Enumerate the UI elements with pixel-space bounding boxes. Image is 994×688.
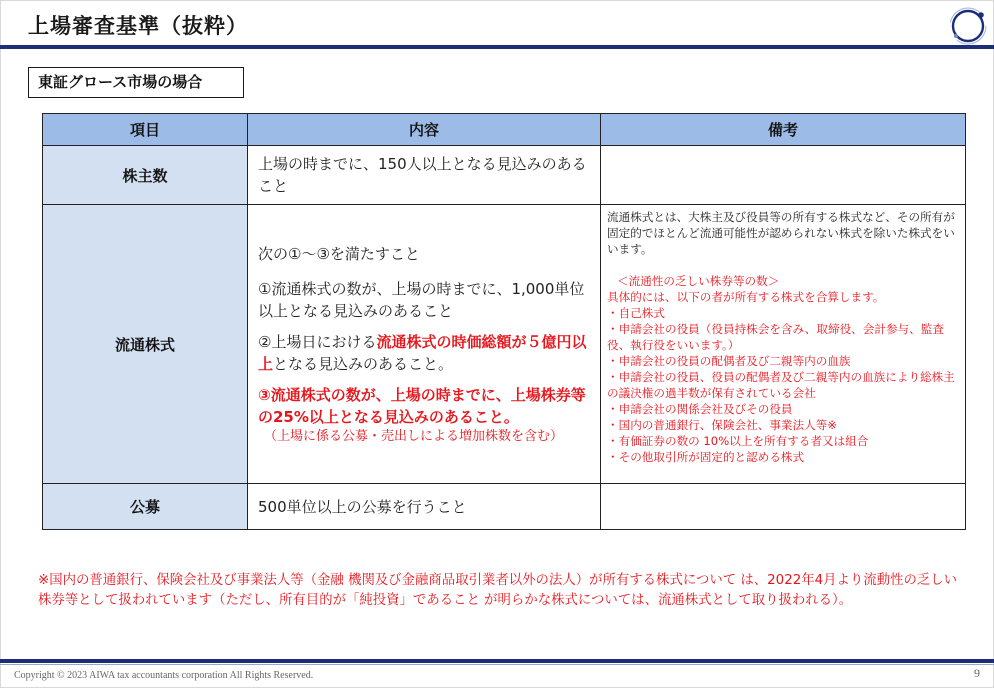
content-intro: 次の①～③を満たすこと	[258, 245, 420, 263]
title-rule	[0, 45, 994, 49]
note-bullet: ・申請会社の役員（役員持株会を含み、取締役、会計参与、監査役、執行役をいいます。）	[607, 322, 944, 352]
row-item-shareholders: 株主数	[43, 146, 248, 205]
row-content-tradable-shares	[248, 205, 601, 484]
footnote: ※国内の普通銀行、保険会社及び事業法人等（金融 機関及び金融商品取引業者以外の法人）が所有する株式について は、2022年4月より流動性の乏しい株券等として扱われています（ただし、所有目的が「純投資」であること が明らかな株式については、流通株式として取り扱われる）。	[38, 573, 958, 608]
row-note-shareholders	[601, 146, 966, 205]
note-bullet: ・申請会社の役員の配偶者及び二親等内の血族	[607, 354, 851, 368]
condition-2-pre: ②上場日における	[258, 333, 377, 351]
footer-rule	[0, 659, 994, 663]
row-item-tradable-shares: 流通株式	[43, 205, 248, 484]
note-bullet: ・申請会社の関係会社及びその役員	[607, 402, 793, 416]
note-bullet: ・申請会社の役員、役員の配偶者及び二親等内の血族により総株主の議決権の過半数が保有されている会社	[607, 370, 955, 400]
note-bullet: ・有価証券の数の 10%以上を所有する者又は組合	[607, 434, 869, 448]
header-content: 内容	[248, 114, 601, 146]
header-note: 備考	[601, 114, 966, 146]
row-content-public-offering: 500単位以上の公募を行うこと	[248, 484, 601, 530]
table-row	[43, 484, 966, 530]
note-definition: 流通株式とは、大株主及び役員等の所有する株式など、その所有が固定的でほとんど流通可能性が認められない株式を除いた株式をいいます。	[607, 210, 955, 256]
footer-thin-rule	[0, 664, 994, 665]
content-condition-3: ③流通株式の数が、上場の時までに、上場株券等の25%以上となる見込みのあること。	[258, 386, 586, 426]
table-header-row	[43, 114, 966, 146]
content-condition-1: ①流通株式の数が、上場の時までに、1,000単位以上となる見込みのあること	[258, 280, 585, 320]
aiwa-circle-logo-icon	[948, 6, 988, 46]
condition-2-highlight: 流通株式の時価総額が５億円以上	[258, 333, 587, 373]
page-number: 9	[974, 666, 980, 680]
table-row	[43, 146, 966, 205]
copyright: Copyright © 2023 AIWA tax accountants corporation All Rights Reserved.	[14, 670, 314, 681]
page-title: 上場審査基準（抜粋）	[28, 14, 248, 38]
listing-criteria-table	[42, 113, 966, 530]
section-subtitle: 東証グロース市場の場合	[28, 67, 244, 98]
row-content-shareholders: 上場の時までに、150人以上となる見込みのあること	[248, 146, 601, 205]
note-bullet: ・その他取引所が固定的と認める株式	[607, 450, 805, 464]
content-condition-2	[258, 331, 590, 375]
note-lead: 具体的には、以下の者が所有する株式を合算します。	[607, 290, 885, 304]
row-note-public-offering	[601, 484, 966, 530]
note-bullet: ・自己株式	[607, 306, 665, 320]
table-row	[43, 205, 966, 484]
row-note-tradable-shares	[601, 205, 966, 484]
header-item: 項目	[43, 114, 248, 146]
content-condition-3-sub: （上場に係る公募・売出しによる増加株数を含む）	[264, 429, 564, 444]
note-bullet: ・国内の普通銀行、保険会社、事業法人等※	[607, 418, 837, 432]
row-item-public-offering: 公募	[43, 484, 248, 530]
condition-2-post: となる見込みのあること。	[273, 355, 454, 373]
note-heading: ＜流通性の乏しい株券等の数＞	[617, 274, 780, 288]
